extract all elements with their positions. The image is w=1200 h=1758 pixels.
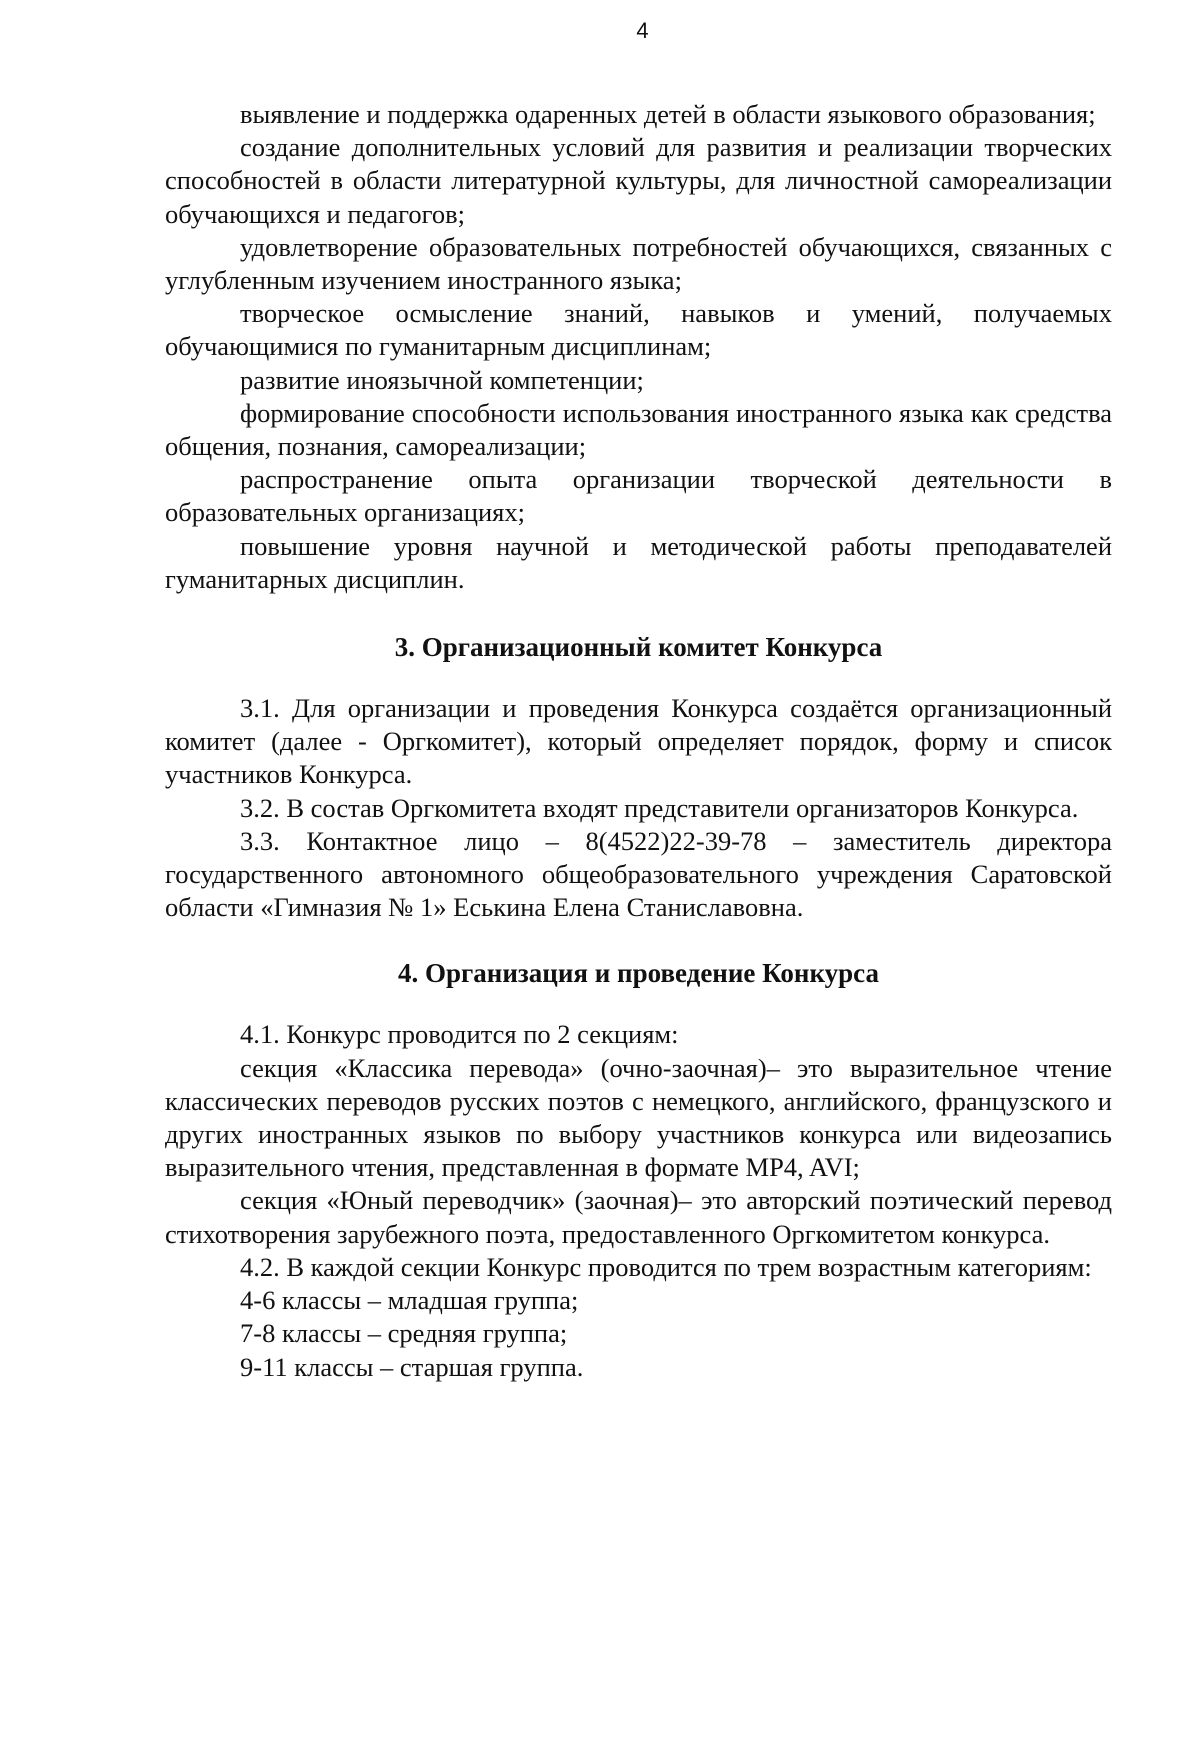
section-4-heading: 4. Организация и проведение Конкурса bbox=[398, 958, 879, 989]
goal-item: творческое осмысление знаний, навыков и умений, получаемых обучающимися по гуманитарным дисциплинам; bbox=[165, 298, 1112, 362]
age-category-item: 9-11 классы – старшая группа. bbox=[240, 1351, 584, 1382]
goals-list bbox=[165, 98, 1112, 596]
clause-3-1: 3.1. Для организации и проведения Конкурса создаётся организационный комитет (далее - Оргкомитет), который определяет порядок, форму и список участников Конкурса. bbox=[165, 693, 1112, 790]
section-4-body bbox=[165, 1018, 1112, 1383]
goal-item: повышение уровня научной и методической работы преподавателей гуманитарных дисциплин. bbox=[165, 530, 1112, 594]
goal-item: распространение опыта организации творческой деятельности в образовательных организациях; bbox=[165, 464, 1112, 528]
clause-3-2: 3.2. В состав Оргкомитета входят представители организаторов Конкурса. bbox=[240, 792, 1079, 823]
clause-4-1: 4.1. Конкурс проводится по 2 секциям: bbox=[240, 1019, 679, 1050]
goal-item: удовлетворение образовательных потребностей обучающихся, связанных с углубленным изучением иностранного языка; bbox=[165, 231, 1112, 296]
page-number: 4 bbox=[636, 18, 649, 43]
clause-3-3: 3.3. Контактное лицо – 8(4522)22-39-78 – заместитель директора государственного автономного общеобразовательного учреждения Саратовской области «Гимназия № 1» Еськина Елена Станиславовна. bbox=[165, 825, 1112, 923]
clause-4-2: 4.2. В каждой секции Конкурс проводится по трем возрастным категориям: bbox=[240, 1251, 1092, 1282]
goal-item: формирование способности использования иностранного языка как средства общения, познания, самореализации; bbox=[165, 397, 1112, 462]
goal-item: создание дополнительных условий для развития и реализации творческих способностей в области литературной культуры, для личностной самореализации обучающихся и педагогов; bbox=[165, 132, 1112, 229]
goal-item: выявление и поддержка одаренных детей в области языкового образования; bbox=[240, 99, 1096, 129]
goal-item: развитие иноязычной компетенции; bbox=[240, 364, 644, 395]
age-category-item: 7-8 классы – средняя группа; bbox=[240, 1318, 568, 1349]
section-3-body bbox=[165, 692, 1112, 924]
section-young-translator-description: секция «Юный переводчик» (заочная)– это авторский поэтический перевод стихотворения зарубежного поэта, предоставленного Оргкомитетом конкурса. bbox=[165, 1185, 1112, 1249]
section-classics-description: секция «Классика перевода» (очно-заочная)– это выразительное чтение классических переводов русских поэтов с немецкого, английского, французского и других иностранных языков по выбору участников конкурса или видеозапись выразительного чтения, представленная в формате MP4, AVI; bbox=[165, 1052, 1112, 1183]
age-category-item: 4-6 классы – младшая группа; bbox=[240, 1285, 579, 1316]
section-3-heading: 3. Организационный комитет Конкурса bbox=[394, 632, 883, 663]
document-body bbox=[165, 98, 1112, 1384]
